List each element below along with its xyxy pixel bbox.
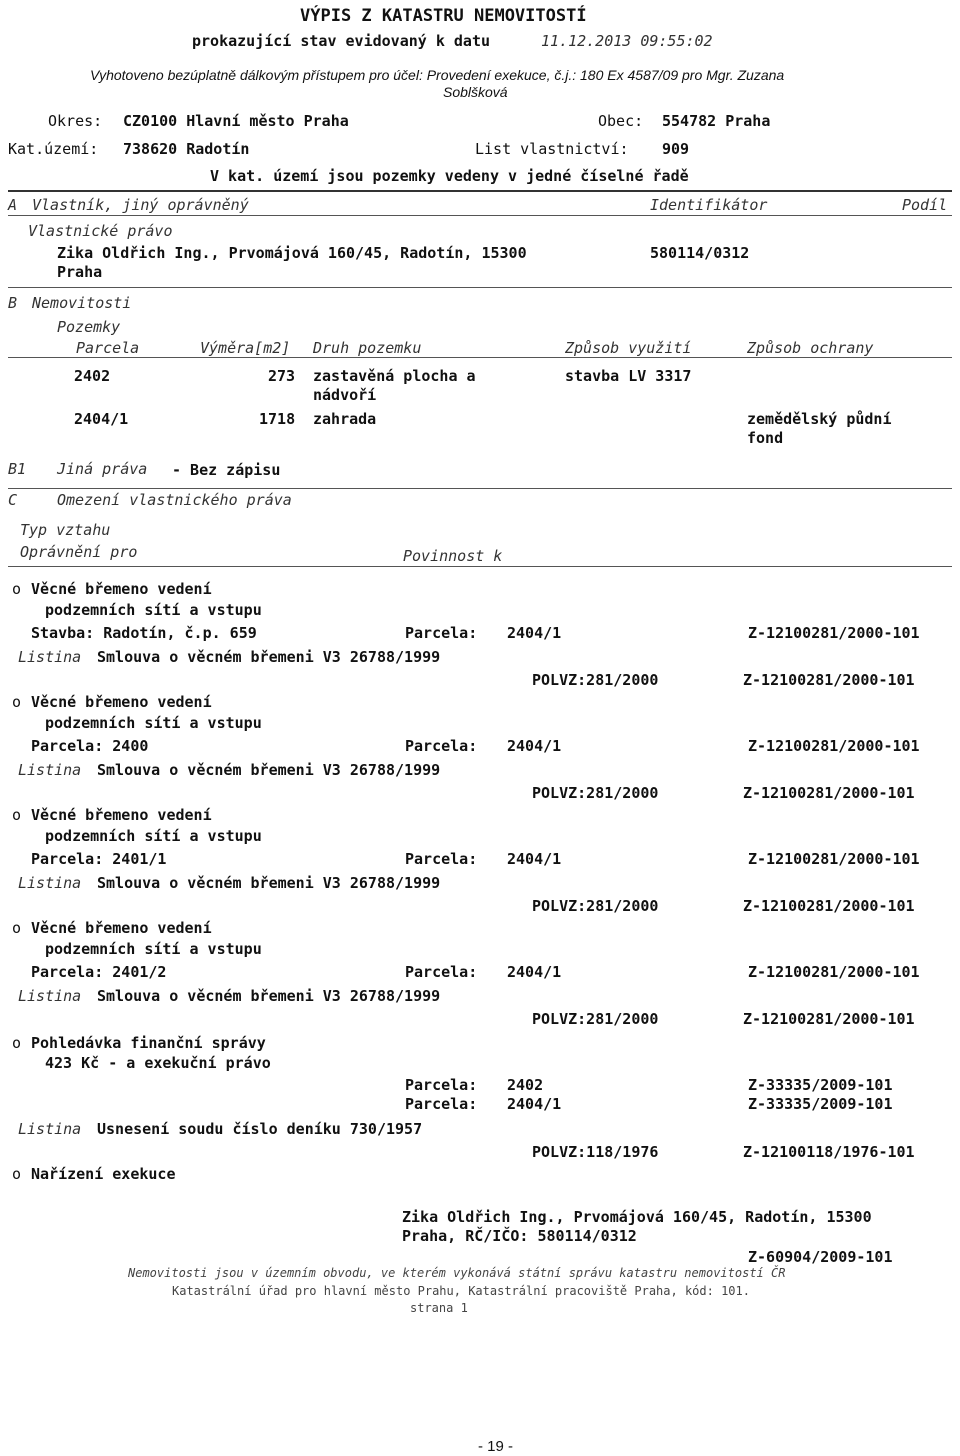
burden-parcel: 2404/1: [507, 737, 562, 755]
claim-parcel-label: Parcela:: [405, 1095, 478, 1113]
typ-vztahu-label: Typ vztahu: [20, 521, 111, 539]
easement-title-line1: Věcné břemeno vedení: [31, 806, 212, 824]
parcel-usage: stavba LV 3317: [565, 367, 692, 385]
exec-title: Nařízení exekuce: [31, 1165, 176, 1183]
parcel-number: 2404/1: [74, 410, 129, 428]
easement-title-line2: podzemních sítí a vstupu: [45, 827, 262, 845]
remote-access-line1: Vyhotoveno bezúplatně dálkovým přístupem pro účel: Provedení exekuce, č.j.: 180 Ex 4587/09 pro Mgr. Zuzana: [90, 67, 785, 83]
ref-number: Z-12100281/2000-101: [748, 850, 920, 868]
section-b-title: Nemovitosti: [32, 294, 132, 312]
bullet-icon: o: [12, 919, 22, 937]
col-parcela: Parcela: [76, 339, 140, 357]
subtitle-date: 11.12.2013 09:55:02: [541, 32, 713, 50]
katuzemi-value: 738620 Radotín: [123, 140, 250, 158]
okres-value: CZ0100 Hlavní město Praha: [123, 112, 349, 130]
listina-label: Listina: [18, 761, 82, 779]
bullet-icon: o: [12, 1165, 22, 1183]
page-title: VÝPIS Z KATASTRU NEMOVITOSTÍ: [300, 6, 587, 26]
listina-label: Listina: [18, 987, 82, 1005]
ref-number: Z-12100281/2000-101: [748, 624, 920, 642]
easement-title-line1: Věcné břemeno vedení: [31, 919, 212, 937]
claim-parcel-label: Parcela:: [405, 1076, 478, 1094]
lv-value: 909: [662, 140, 690, 158]
parcel-protection: zemědělský půdní: [747, 410, 892, 428]
claim-listina: Usnesení soudu číslo deníku 730/1957: [97, 1120, 423, 1138]
col-identifikator: Identifikátor: [650, 196, 768, 214]
claim-title-line1: Pohledávka finanční správy: [31, 1034, 266, 1052]
footer-line2: Katastrální úřad pro hlavní město Prahu, Katastrální pracoviště Praha, kód: 101.: [172, 1284, 750, 1298]
burden-parcel: 2404/1: [507, 624, 562, 642]
claim-listina-label: Listina: [18, 1120, 82, 1138]
opravneni-pro-label: Oprávnění pro: [20, 543, 138, 561]
obec-label: Obec:: [598, 112, 644, 130]
ref-number-2: Z-12100281/2000-101: [743, 671, 915, 689]
bullet-icon: o: [12, 806, 22, 824]
polvz-number: POLVZ:281/2000: [532, 671, 659, 689]
col-ochrana: Způsob ochrany: [747, 339, 874, 357]
listina-document: Smlouva o věcném břemeni V3 26788/1999: [97, 648, 441, 666]
bullet-icon: o: [12, 693, 22, 711]
ref-number-2: Z-12100281/2000-101: [743, 784, 915, 802]
exec-who-line1: Zika Oldřich Ing., Prvomájová 160/45, Radotín, 15300: [402, 1208, 872, 1226]
burden-parcel: 2404/1: [507, 963, 562, 981]
entitled-party: Parcela: 2401/1: [31, 850, 167, 868]
section-a-letter: A: [8, 196, 18, 214]
parcel-protection-cont: fond: [747, 429, 784, 447]
parcel-type: zahrada: [313, 410, 377, 428]
burden-parcel: 2404/1: [507, 850, 562, 868]
bullet-icon: o: [12, 1034, 22, 1052]
parcel-area: 273: [268, 367, 296, 385]
page-number: - 19 -: [478, 1438, 514, 1455]
section-b1-letter: B1: [8, 460, 27, 478]
bullet-icon: o: [12, 580, 22, 598]
owner-line2: Praha: [57, 263, 103, 281]
easement-title-line1: Věcné břemeno vedení: [31, 580, 212, 598]
listina-label: Listina: [18, 874, 82, 892]
claim-parcel-a: 2402: [507, 1076, 544, 1094]
claim-ref-b: Z-33335/2009-101: [748, 1095, 893, 1113]
polvz-number: POLVZ:281/2000: [532, 784, 659, 802]
obec-value: 554782 Praha: [662, 112, 771, 130]
easement-title-line2: podzemních sítí a vstupu: [45, 940, 262, 958]
listina-label: Listina: [18, 648, 82, 666]
remote-access-line2: Soblšková: [443, 84, 508, 100]
lv-label: List vlastnictví:: [475, 140, 629, 158]
burden-parcel-label: Parcela:: [405, 963, 478, 981]
okres-label: Okres:: [48, 112, 103, 130]
ref-number: Z-12100281/2000-101: [748, 963, 920, 981]
parcel-number: 2402: [74, 367, 111, 385]
easement-title-line1: Věcné břemeno vedení: [31, 693, 212, 711]
burden-parcel-label: Parcela:: [405, 850, 478, 868]
listina-document: Smlouva o věcném břemeni V3 26788/1999: [97, 761, 441, 779]
entitled-party: Stavba: Radotín, č.p. 659: [31, 624, 257, 642]
section-b1-value: - Bez zápisu: [172, 461, 281, 479]
claim-polvz: POLVZ:118/1976: [532, 1143, 659, 1161]
entitled-party: Parcela: 2401/2: [31, 963, 167, 981]
col-vymera: Výměra[m2]: [200, 339, 291, 357]
section-a-title: Vlastník, jiný oprávněný: [32, 196, 249, 214]
claim-ref-2: Z-12100118/1976-101: [743, 1143, 915, 1161]
burden-parcel-label: Parcela:: [405, 737, 478, 755]
parcel-type: zastavěná plocha a: [313, 367, 476, 385]
claim-title-line2: 423 Kč - a exekuční právo: [45, 1054, 271, 1072]
exec-ref: Z-60904/2009-101: [748, 1248, 893, 1266]
col-druh: Druh pozemku: [313, 339, 422, 357]
section-b1-title: Jiná práva: [57, 460, 148, 478]
easement-title-line2: podzemních sítí a vstupu: [45, 601, 262, 619]
col-vyuziti: Způsob využití: [565, 339, 692, 357]
ref-number: Z-12100281/2000-101: [748, 737, 920, 755]
vlastnicke-pravo-heading: Vlastnické právo: [28, 222, 173, 240]
burden-parcel-label: Parcela:: [405, 624, 478, 642]
polvz-number: POLVZ:281/2000: [532, 1010, 659, 1028]
entitled-party: Parcela: 2400: [31, 737, 149, 755]
listina-document: Smlouva o věcném břemeni V3 26788/1999: [97, 987, 441, 1005]
povinnost-k-label: Povinnost k: [403, 547, 503, 565]
pozemky-heading: Pozemky: [57, 318, 121, 336]
katuzemi-label: Kat.území:: [8, 140, 99, 158]
owner-line1: Zika Oldřich Ing., Prvomájová 160/45, Radotín, 15300: [57, 244, 527, 262]
footer-line3: strana 1: [410, 1301, 468, 1315]
easement-title-line2: podzemních sítí a vstupu: [45, 714, 262, 732]
parcel-area: 1718: [259, 410, 296, 428]
section-c-letter: C: [8, 491, 18, 509]
polvz-number: POLVZ:281/2000: [532, 897, 659, 915]
subtitle-prefix: prokazující stav evidovaný k datu: [192, 32, 491, 50]
col-podil: Podíl: [902, 196, 948, 214]
listina-document: Smlouva o věcném břemeni V3 26788/1999: [97, 874, 441, 892]
exec-who-line2: Praha, RČ/IČO: 580114/0312: [402, 1227, 637, 1245]
section-b-letter: B: [8, 294, 18, 312]
owner-identifier: 580114/0312: [650, 244, 750, 262]
claim-ref-a: Z-33335/2009-101: [748, 1076, 893, 1094]
footer-line1: Nemovitosti jsou v územním obvodu, ve kterém vykonává státní správu katastru nemovitostí ČR: [128, 1266, 786, 1280]
parcel-type-cont: nádvoří: [313, 386, 377, 404]
ref-number-2: Z-12100281/2000-101: [743, 1010, 915, 1028]
numbering-note: V kat. území jsou pozemky vedeny v jedné číselné řadě: [210, 167, 689, 185]
claim-parcel-b: 2404/1: [507, 1095, 562, 1113]
section-c-title: Omezení vlastnického práva: [57, 491, 292, 509]
ref-number-2: Z-12100281/2000-101: [743, 897, 915, 915]
